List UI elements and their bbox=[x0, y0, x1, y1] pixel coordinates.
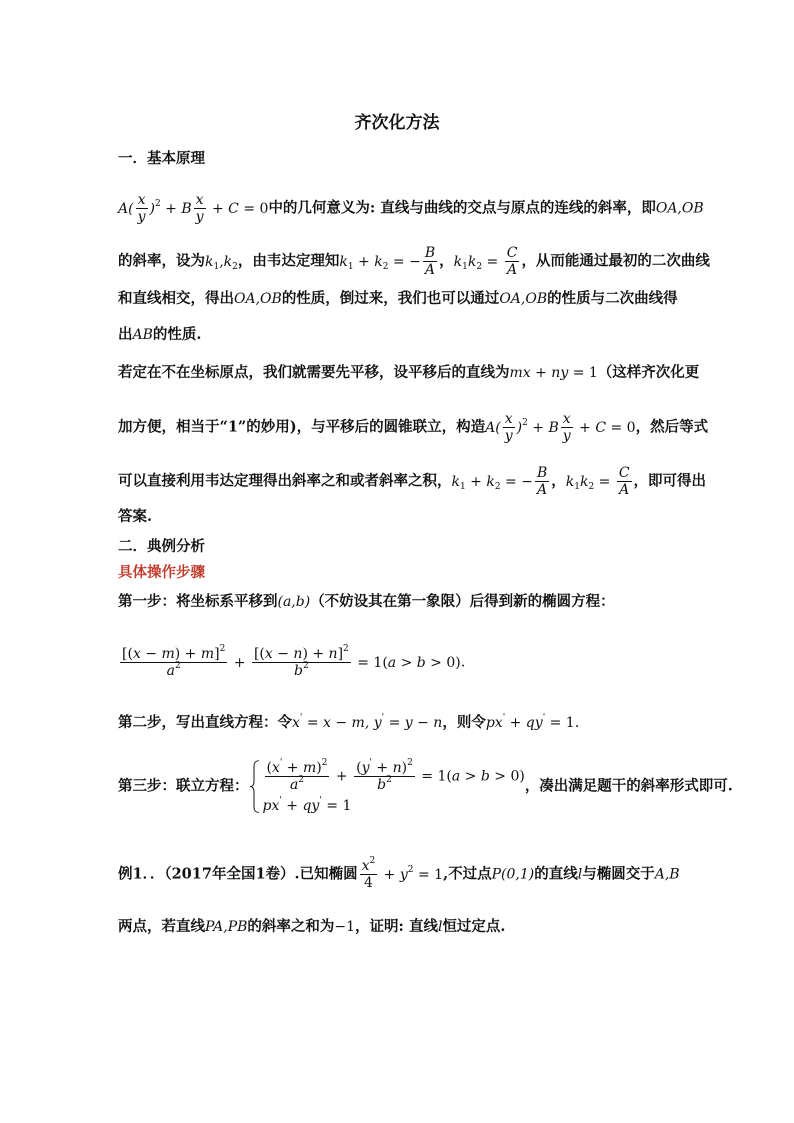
formula-product-slopes: $k_1k_2$ = $\frac{C}{A}$ bbox=[453, 245, 518, 279]
formula-homogeneous-2: A( $\frac{x}{y}$ )$^2$ + B $\frac{x}{y}$ + C = 0 bbox=[485, 411, 636, 445]
principle-line-4: 出AB的性质. bbox=[118, 326, 202, 343]
left-brace-icon bbox=[249, 760, 261, 813]
section-heading-basic-principle: 一．基本原理 bbox=[118, 150, 205, 167]
principle-line-5: 若定在不在坐标原点，我们就需要先平移，设平移后的直线为mx + ny = 1（这样齐次化更 bbox=[118, 364, 700, 381]
page-title: 齐次化方法 bbox=[354, 113, 440, 133]
step-3: 第三步：联立方程： $\frac{(x' + m)^2}{a^2}$ + $\frac{(y' + n)^2}{b^2}$ = 1(a > b > 0) px' + qy' = 1 ，凑出满足题干的斜率形式即可. bbox=[118, 758, 733, 815]
principle-line-1: A( $\frac{x}{y}$ )$^2$ + B $\frac{x}{y}$ + C = 0中的几何意义为: 直线与曲线的交点与原点的连线的斜率，即OA,OB bbox=[118, 192, 704, 226]
formula-homogeneous: A( $\frac{x}{y}$ )$^2$ + B $\frac{x}{y}$ + C = 0 bbox=[118, 192, 269, 226]
formula-line-mx-ny: mx + ny = 1 bbox=[509, 365, 598, 381]
section-heading-examples: 二．典例分析 bbox=[118, 538, 205, 555]
translated-ellipse-equation: $\frac{[(x - m) + m]^2}{a^2}$ + $\frac{[(x - n) + n]^2}{b^2}$ = 1(a > b > 0). bbox=[122, 644, 466, 680]
principle-line-8: 答案. bbox=[118, 508, 153, 525]
formula-sum-slopes: $k_1 + k_2$ = − $\frac{B}{A}$ bbox=[339, 245, 436, 279]
formula-ellipse: $\frac{x^2}{4}$ + $y^2 = 1$ bbox=[361, 856, 444, 892]
principle-line-6: 加方便，相当于“1”的妙用)，与平移后的圆锥联立，构造A( $\frac{x}{y}$ )$^2$ + B $\frac{x}{y}$ + C = 0，然后等式 bbox=[118, 411, 709, 445]
principle-line-2: 的斜率，设为$k_1,k_2$，由韦达定理知$k_1 + k_2$ = − $\frac{B}{A}$ ，$k_1k_2$ = $\frac{C}{A}$ ，从而能通过最初的二次曲线 bbox=[118, 245, 710, 279]
step-1: 第一步：将坐标系平移到(a,b)（不妨设其在第一象限）后得到新的椭圆方程： bbox=[118, 593, 615, 610]
equation-system: $\frac{(x' + m)^2}{a^2}$ + $\frac{(y' + n)^2}{b^2}$ = 1(a > b > 0) px' + qy' = 1 bbox=[249, 760, 525, 813]
step-2: 第二步，写出直线方程：令x' = x − m, y' = y − n，则令px' + qy' = 1. bbox=[118, 713, 580, 731]
example-1-line-1: 例1．．（2017年全国1卷）.已知椭圆 $\frac{x^2}{4}$ + $y^2 = 1$,不过点P(0,1)的直线l与椭圆交于A,B bbox=[118, 856, 680, 892]
principle-line-3: 和直线相交，得出OA,OB的性质，倒过来，我们也可以通过OA,OB的性质与二次曲线得 bbox=[118, 290, 678, 307]
subheading-steps: 具体操作步骤 bbox=[118, 564, 205, 581]
principle-line-7: 可以直接利用韦达定理得出斜率之和或者斜率之积，$k_1 + k_2$ = − $\frac{B}{A}$ ，$k_1k_2$ = $\frac{C}{A}$ ，即可得出 bbox=[118, 465, 707, 499]
k1-k2: $k_1,k_2$ bbox=[205, 253, 238, 272]
example-1-line-2: 两点，若直线PA,PB的斜率之和为−1，证明: 直线l恒过定点. bbox=[118, 918, 506, 935]
